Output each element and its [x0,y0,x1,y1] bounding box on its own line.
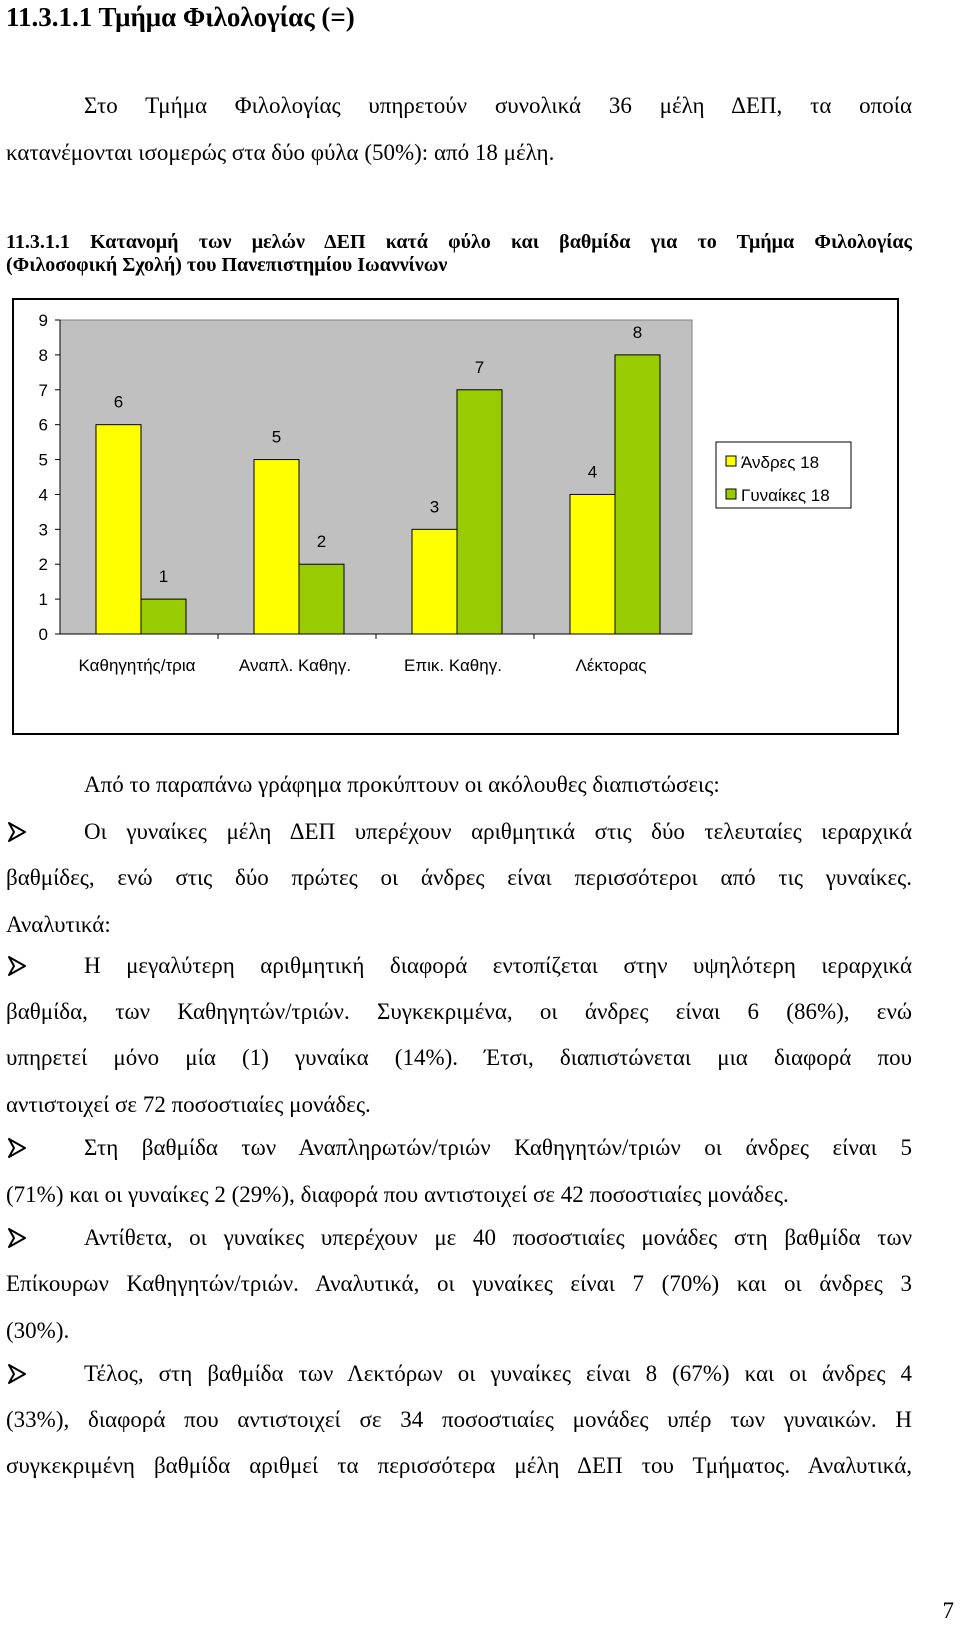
y-tick-label: 4 [38,485,48,505]
y-tick-label: 1 [38,590,48,610]
legend-label: Γυναίκες 18 [741,486,830,505]
bullet-1-line-1: Οι γυναίκες μέλη ΔΕΠ υπερέχουν αριθμητικά στις δύο τελευταίες ιεραρχικά [84,819,912,844]
bullet-2-line-2: βαθμίδα, των Καθηγητών/τριών. Συγκεκριμένα, οι άνδρες είναι 6 (86%), ενώ [6,999,912,1024]
bar [141,599,186,634]
y-tick-label: 0 [38,625,48,644]
bullet-2-line-1: Η μεγαλύτερη αριθμητική διαφορά εντοπίζεται στην υψηλότερη ιεραρχικά [84,953,912,978]
chart-caption-line-1: 11.3.1.1 Κατανομή των μελών ΔΕΠ κατά φύλο και βαθμίδα για το Τμήμα Φιλολογίας [6,231,912,253]
data-label: 7 [474,357,485,377]
bar [412,529,457,634]
y-tick-label: 5 [38,450,48,470]
x-tick-label: Καθηγητής/τρια [78,656,196,675]
bullet-3-line-1: Στη βαθμίδα των Αναπληρωτών/τριών Καθηγητών/τριών οι άνδρες είναι 5 [84,1135,912,1160]
bullet-5-line-2: (33%), διαφορά που αντιστοιχεί σε 34 ποσοστιαίες μονάδες υπέρ των γυναικών. Η [6,1407,912,1432]
bullet-5-line-1: Τέλος, στη βαθμίδα των Λεκτόρων οι γυναίκες είναι 8 (67%) και οι άνδρες 4 [84,1361,912,1386]
arrow-bullet-icon [6,1363,28,1385]
bar [615,355,660,634]
bar [570,494,615,634]
bullet-1-line-2: βαθμίδες, ενώ στις δύο πρώτες οι άνδρες είναι περισσότεροι από τις γυναίκες. [6,865,912,890]
bar [254,460,299,634]
x-tick-label: Αναπλ. Καθηγ. [238,656,352,675]
bar-chart [14,300,897,733]
findings-intro: Από το παραπάνω γράφημα προκύπτουν οι ακόλουθες διαπιστώσεις: [84,772,720,797]
bar [299,564,344,634]
bullet-4-line-1: Αντίθετα, οι γυναίκες υπερέχουν με 40 ποσοστιαίες μονάδες στη βαθμίδα των [84,1225,912,1250]
data-label: 4 [587,462,598,482]
page-number: 7 [942,1598,954,1623]
intro-line-1: Στο Τμήμα Φιλολογίας υπηρετούν συνολικά 36 μέλη ΔΕΠ, τα οποία [84,93,912,118]
arrow-bullet-icon [6,821,28,843]
section-heading: 11.3.1.1 Τμήμα Φιλολογίας (=) [6,2,355,32]
chart-caption-line-2: (Φιλοσοφική Σχολή) του Πανεπιστημίου Ιωαννίνων [6,254,448,276]
intro-line-2: κατανέμονται ισομερώς στα δύο φύλα (50%): από 18 μέλη. [6,140,555,165]
y-tick-label: 2 [38,555,48,575]
bullet-2-line-3: υπηρετεί μόνο μία (1) γυναίκα (14%). Έτσι, διαπιστώνεται μια διαφορά που [6,1045,912,1070]
data-label: 5 [271,427,282,447]
y-tick-label: 7 [38,380,48,400]
y-tick-label: 8 [38,345,48,365]
bullet-1-line-3: Αναλυτικά: [6,912,111,937]
bullet-2-line-4: αντιστοιχεί σε 72 ποσοστιαίες μονάδες. [6,1092,371,1117]
legend-swatch [726,489,736,499]
data-label: 1 [158,567,169,587]
x-tick-label: Λέκτορας [575,656,647,675]
legend-swatch [726,456,736,466]
x-tick-label: Επικ. Καθηγ. [404,656,502,675]
arrow-bullet-icon [6,1137,28,1159]
y-tick-label: 3 [38,520,48,540]
bar [96,425,141,634]
chart-frame [12,298,899,735]
data-label: 2 [316,532,327,552]
bullet-4-line-3: (30%). [6,1318,70,1343]
data-label: 8 [632,322,643,342]
legend-label: Άνδρες 18 [741,453,820,472]
bullet-3-line-2: (71%) και οι γυναίκες 2 (29%), διαφορά που αντιστοιχεί σε 42 ποσοστιαίες μονάδες. [6,1182,789,1207]
bar [457,390,502,634]
bullet-4-line-2: Επίκουρων Καθηγητών/τριών. Αναλυτικά, οι γυναίκες είναι 7 (70%) και οι άνδρες 3 [6,1271,912,1296]
arrow-bullet-icon [6,1227,28,1249]
y-tick-label: 6 [38,415,48,435]
data-label: 6 [113,392,124,412]
data-label: 3 [429,497,440,517]
arrow-bullet-icon [6,955,28,977]
y-tick-label: 9 [38,311,48,330]
bullet-5-line-3: συγκεκριμένη βαθμίδα αριθμεί τα περισσότερα μέλη ΔΕΠ του Τμήματος. Αναλυτικά, [6,1453,912,1478]
